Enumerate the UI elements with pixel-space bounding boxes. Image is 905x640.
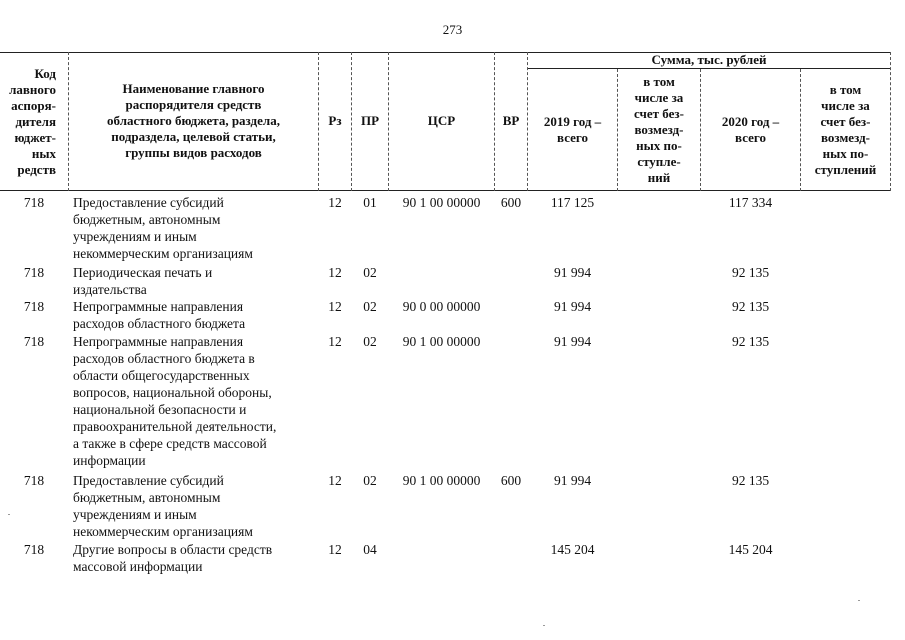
row-rz: 12 [328,195,342,210]
row-2020: 92 135 [731,334,770,349]
row-rz: 12 [328,334,342,349]
header-rz: Рз [328,113,342,128]
row-rz: 12 [328,473,342,488]
row-2019: 91 994 [553,334,592,349]
header-vr: ВР [502,113,520,128]
row-name: Другие вопросы в области средств массовой информации [73,542,273,574]
row-2020: 92 135 [731,265,770,280]
row-csr: 90 0 00 00000 [402,299,481,314]
row-pr: 01 [363,195,377,210]
column-divider [890,52,891,191]
row-name: Непрограммные направления расходов областного бюджета в области общегосударственных вопросов, национальной обороны, национальной безопасности и правоохранительной деятельности, а также в сфере средств массовой информации [73,334,277,468]
row-pr: 02 [363,299,377,314]
row-code: 718 [23,542,45,557]
row-name: Периодическая печать и издательства [73,265,213,297]
header-name: Наименование главного распорядителя средств областного бюджета, раздела, подраздела, целевой статьи, группы видов расходов [107,81,280,160]
row-code: 718 [23,473,45,488]
row-pr: 02 [363,334,377,349]
header-2020-free: в том числе за счет без- возмезд- ных по- ступлений [814,81,877,177]
row-vr: 600 [500,473,522,488]
row-code: 718 [23,299,45,314]
header-2019-free: в том числе за счет без- возмезд- ных по- ступле- ний [634,73,684,185]
scan-speck [8,514,10,515]
row-name: Предоставление субсидий бюджетным, автономным учреждениям и иным некоммерческим организациям [73,195,253,261]
row-2019: 91 994 [553,299,592,314]
row-csr: 90 1 00 00000 [402,473,481,488]
row-pr: 02 [363,473,377,488]
row-2020: 145 204 [728,542,773,557]
row-2020: 92 135 [731,473,770,488]
scan-speck [858,600,860,601]
row-2019: 91 994 [553,473,592,488]
header-bottom-rule [0,190,891,191]
row-rz: 12 [328,542,342,557]
table-header [0,52,905,192]
page-number: 273 [442,22,463,37]
header-2020-total: 2020 год – всего [721,113,780,145]
row-csr: 90 1 00 00000 [402,334,481,349]
row-rz: 12 [328,265,342,280]
row-code: 718 [23,265,45,280]
row-rz: 12 [328,299,342,314]
row-code: 718 [23,195,45,210]
header-2019-total: 2019 год – всего [543,113,602,145]
row-2020: 117 334 [728,195,773,210]
row-name: Непрограммные направления расходов областного бюджета [73,299,246,331]
header-sum-title: Сумма, тыс. рублей [651,52,767,67]
row-pr: 04 [363,542,377,557]
header-pr: ПР [360,113,380,128]
row-vr: 600 [500,195,522,210]
row-2020: 92 135 [731,299,770,314]
header-csr: ЦСР [427,113,456,128]
row-code: 718 [23,334,45,349]
scan-speck [543,625,545,626]
row-csr: 90 1 00 00000 [402,195,481,210]
row-pr: 02 [363,265,377,280]
row-2019: 145 204 [550,542,595,557]
row-2019: 91 994 [553,265,592,280]
row-name: Предоставление субсидий бюджетным, автономным учреждениям и иным некоммерческим организациям [73,473,253,539]
header-code: Код лавного аспоря- дителя юджет- ных редств [9,66,56,177]
row-2019: 117 125 [550,195,595,210]
